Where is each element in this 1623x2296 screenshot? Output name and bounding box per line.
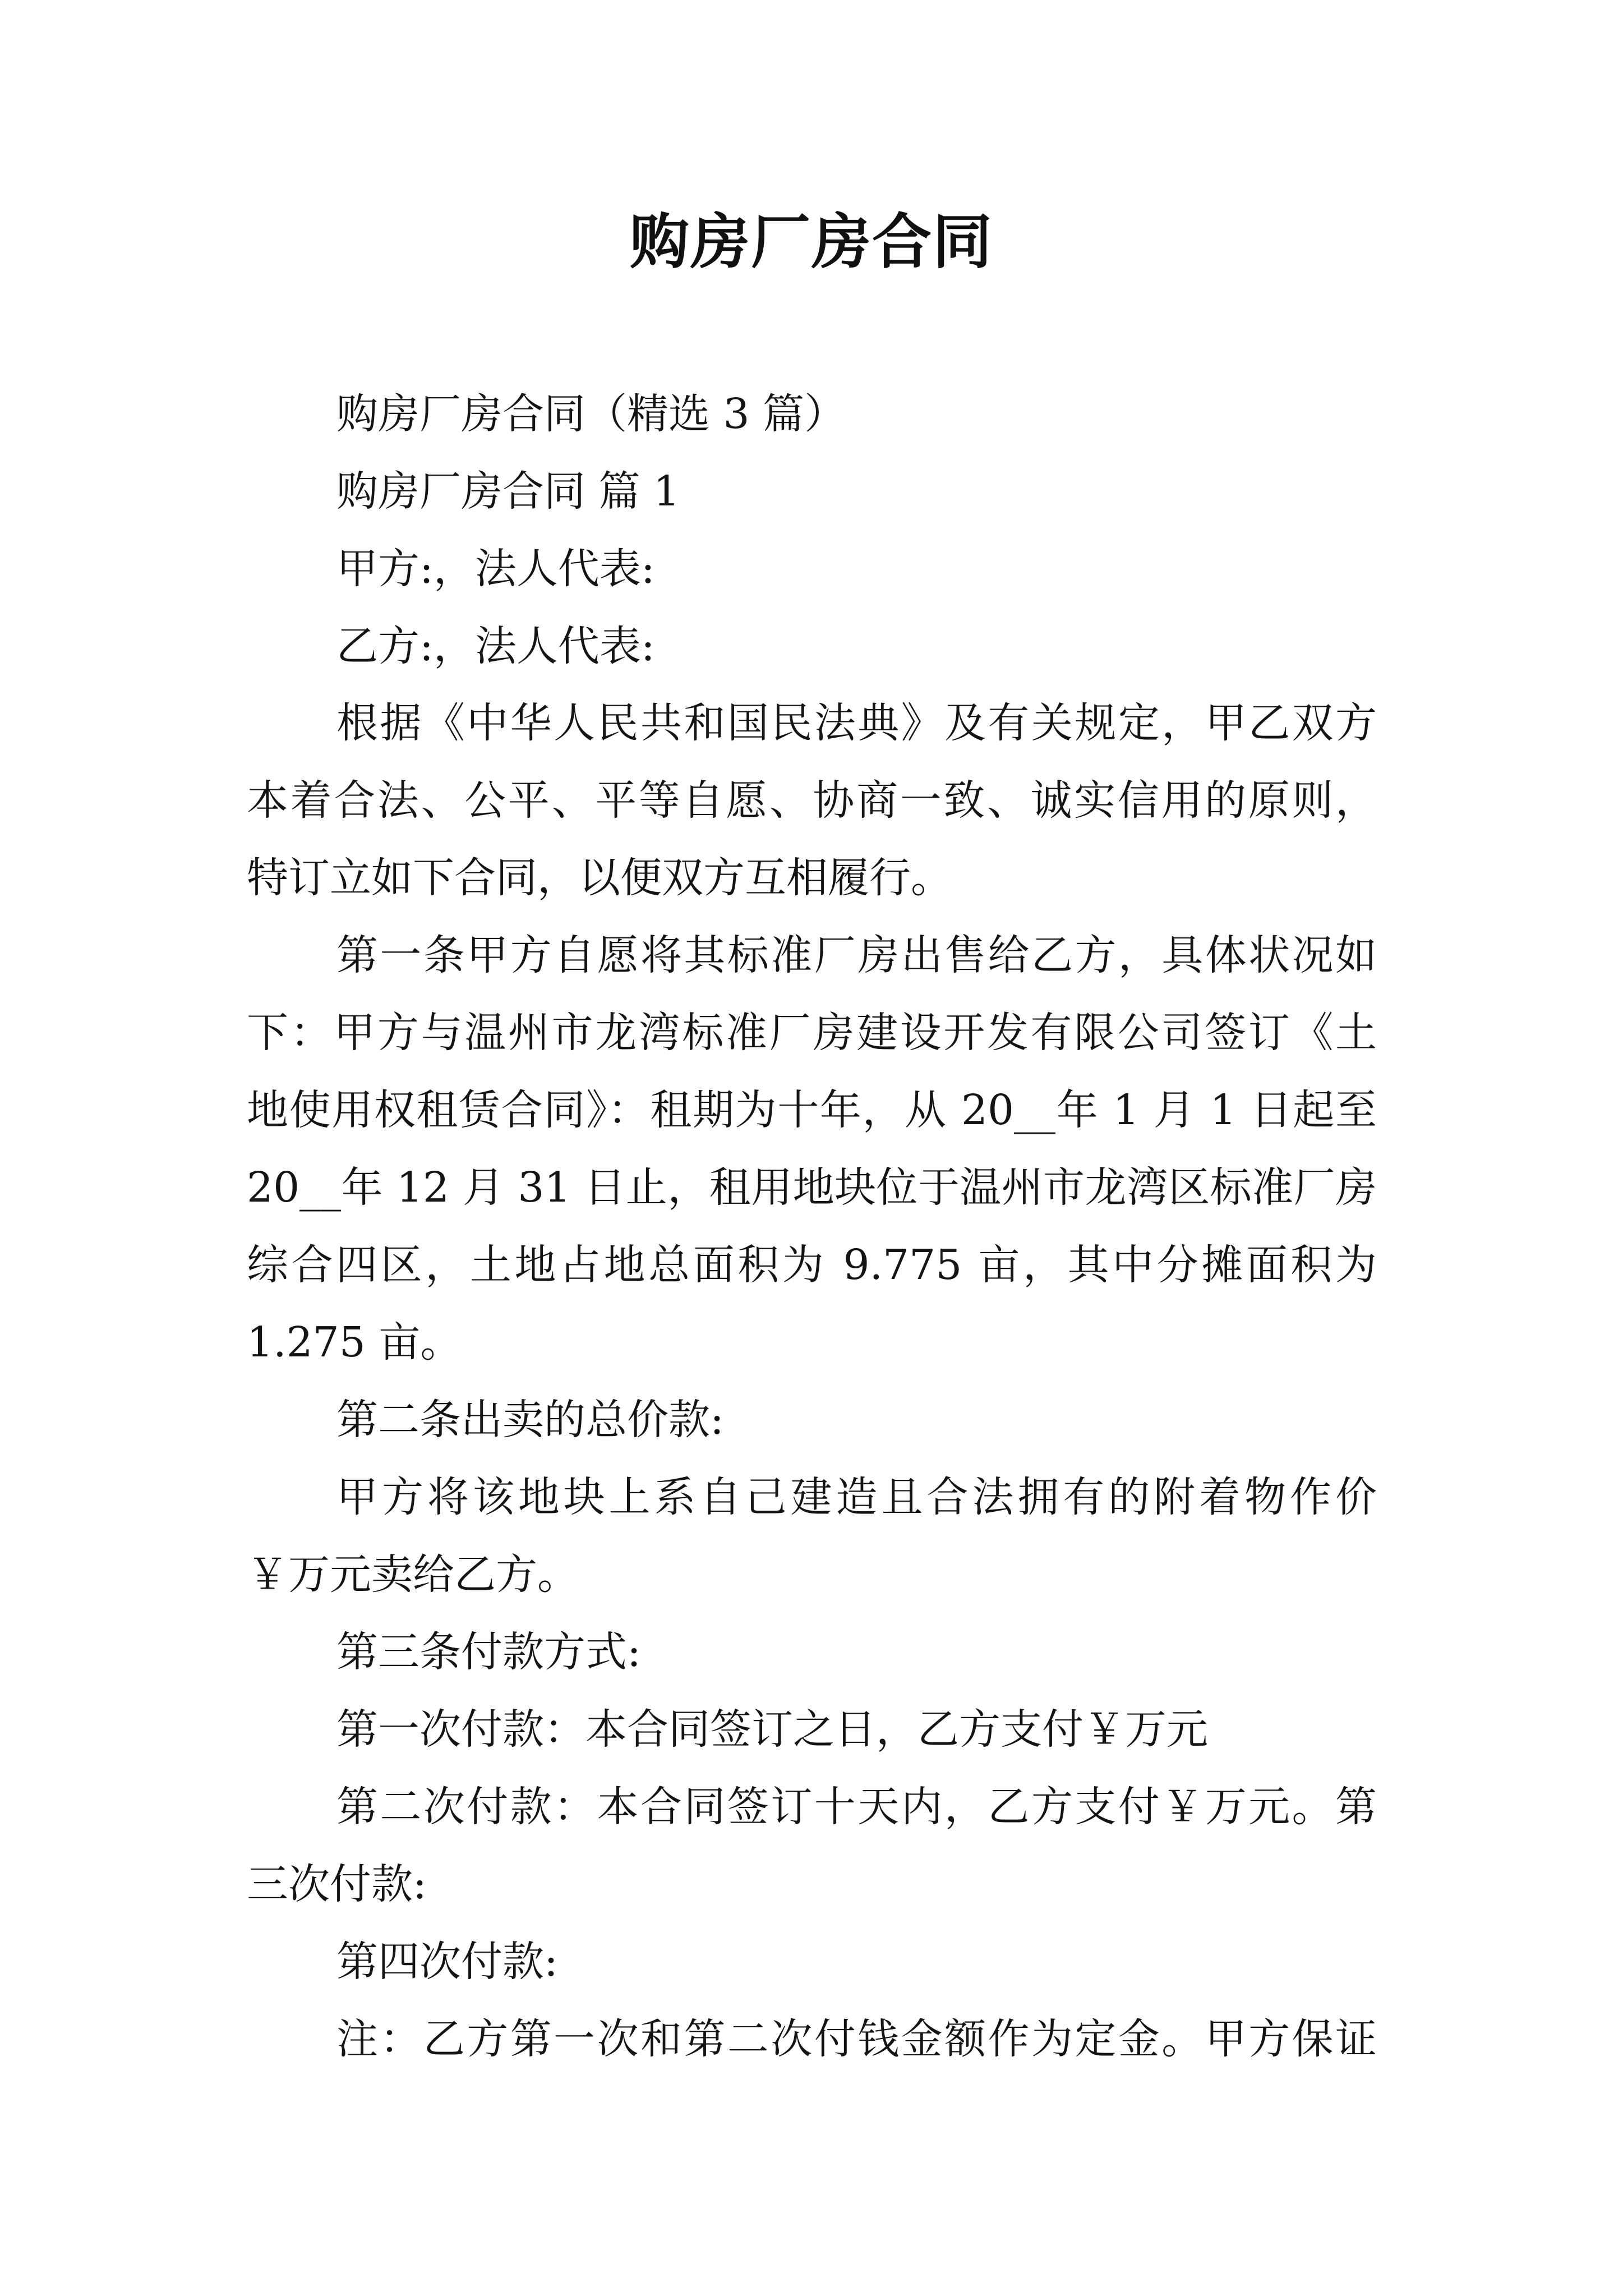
clause-line: 下：甲方与温州市龙湾标准厂房建设开发有限公司签订《土 [247,1009,1377,1057]
payment-line: 第二次付款：本合同签订十天内，乙方支付￥万元。第 [336,1783,1377,1831]
party-b-line: 乙方:，法人代表: [336,622,655,670]
note-line: 注：乙方第一次和第二次付钱金额作为定金。甲方保证 [336,2015,1377,2063]
subtitle-line: 购房厂房合同（精选 3 篇） [336,390,846,438]
clause-line: 第一条甲方自愿将其标准厂房出售给乙方，具体状况如 [336,931,1377,979]
clause-line: 地使用权租赁合同》：租期为十年，从 20__年 1 月 1 日起至 [247,1086,1377,1134]
clause-heading: 第二条出卖的总价款: [336,1396,724,1444]
payment-line: 第四次付款: [336,1938,558,1986]
document-title: 购房厂房合同 [630,208,993,277]
payment-line: 三次付款: [247,1860,427,1908]
section-heading: 购房厂房合同 篇 1 [336,467,680,516]
paragraph-line: 特订立如下合同，以便双方互相履行。 [247,854,952,902]
clause-line: 综合四区，土地占地总面积为 9.775 亩，其中分摊面积为 [247,1241,1377,1289]
clause-line: 甲方将该地块上系自己建造且合法拥有的附着物作价 [336,1473,1377,1521]
payment-line: 第一次付款：本合同签订之日，乙方支付￥万元 [336,1705,1208,1754]
clause-heading: 第三条付款方式: [336,1628,641,1676]
paragraph-line: 本着合法、公平、平等自愿、协商一致、诚实信用的原则， [247,776,1377,825]
paragraph-line: 根据《中华人民共和国民法典》及有关规定，甲乙双方 [336,699,1377,747]
clause-line: 20__年 12 月 31 日止，租用地块位于温州市龙湾区标准厂房 [247,1163,1377,1212]
clause-line: 1.275 亩。 [247,1318,462,1366]
clause-line: ￥万元卖给乙方。 [247,1550,579,1599]
party-a-line: 甲方:，法人代表: [336,545,655,593]
